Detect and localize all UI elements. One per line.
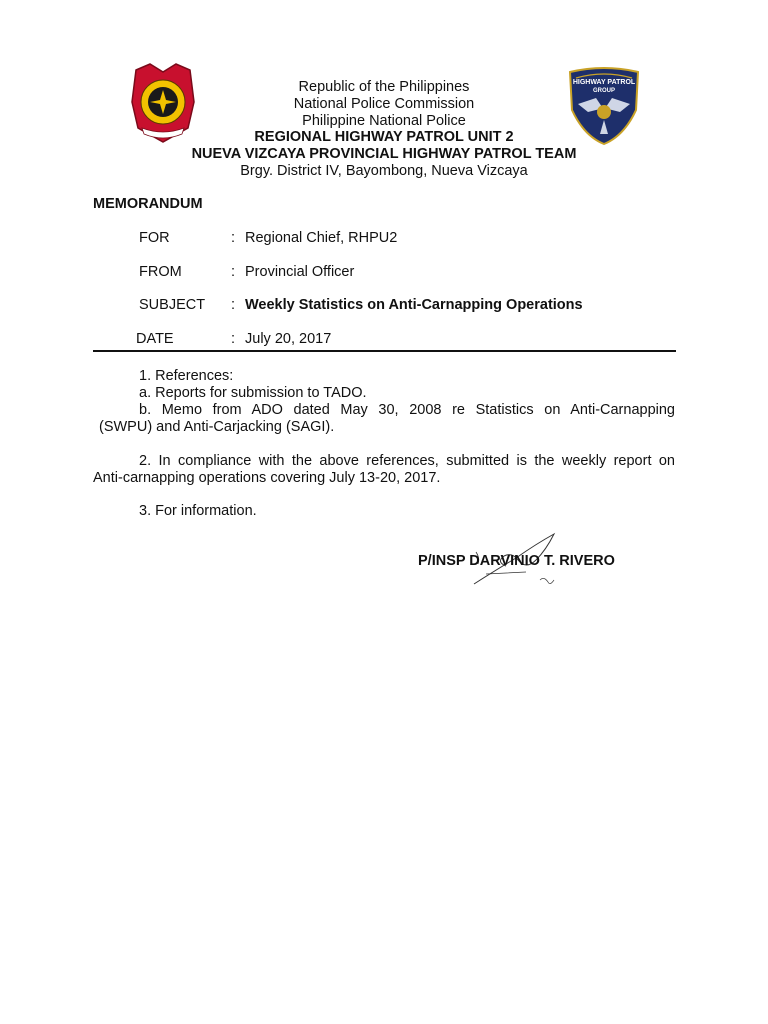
- references-heading: 1. References:: [139, 368, 234, 384]
- header-pnp: Philippine National Police: [302, 113, 466, 129]
- header-team: NUEVA VIZCAYA PROVINCIAL HIGHWAY PATROL TEAM: [191, 146, 577, 162]
- field-from-colon: :: [231, 264, 236, 280]
- field-from-label: FROM: [139, 264, 182, 280]
- field-from-value: Provincial Officer: [245, 264, 355, 280]
- paragraph-2-line1: 2. In compliance with the above references, submitted is the weekly report on: [139, 453, 675, 469]
- field-for-colon: :: [231, 230, 236, 246]
- field-date-colon: :: [231, 331, 236, 347]
- header-napolcom: National Police Commission: [293, 96, 475, 112]
- field-for-label: FOR: [139, 230, 170, 246]
- header-unit: REGIONAL HIGHWAY PATROL UNIT 2: [254, 129, 514, 145]
- memo-title: MEMORANDUM: [93, 196, 203, 212]
- header-divider: [93, 350, 676, 352]
- paragraph-3: 3. For information.: [139, 503, 257, 519]
- field-subject-colon: :: [231, 297, 236, 313]
- field-subject-label: SUBJECT: [139, 297, 206, 313]
- field-date-label: DATE: [136, 331, 174, 347]
- header-republic: Republic of the Philippines: [298, 79, 470, 95]
- header-address: Brgy. District IV, Bayombong, Nueva Vizcaya: [240, 163, 528, 179]
- reference-a: a. Reports for submission to TADO.: [139, 385, 367, 401]
- reference-b-line2: (SWPU) and Anti-Carjacking (SAGI).: [99, 419, 335, 435]
- svg-text:GROUP: GROUP: [592, 88, 616, 94]
- svg-text:HIGHWAY PATROL: HIGHWAY PATROL: [572, 79, 636, 86]
- field-for-value: Regional Chief, RHPU2: [245, 230, 398, 246]
- reference-b-line1: b. Memo from ADO dated May 30, 2008 re Statistics on Anti-Carnapping: [139, 402, 675, 418]
- signatory-name: P/INSP DARVINIO T. RIVERO: [418, 553, 615, 569]
- field-subject-value: Weekly Statistics on Anti-Carnapping Operations: [245, 297, 583, 313]
- field-date-value: July 20, 2017: [245, 331, 332, 347]
- paragraph-2-line2: Anti-carnapping operations covering July 13-20, 2017.: [93, 470, 441, 486]
